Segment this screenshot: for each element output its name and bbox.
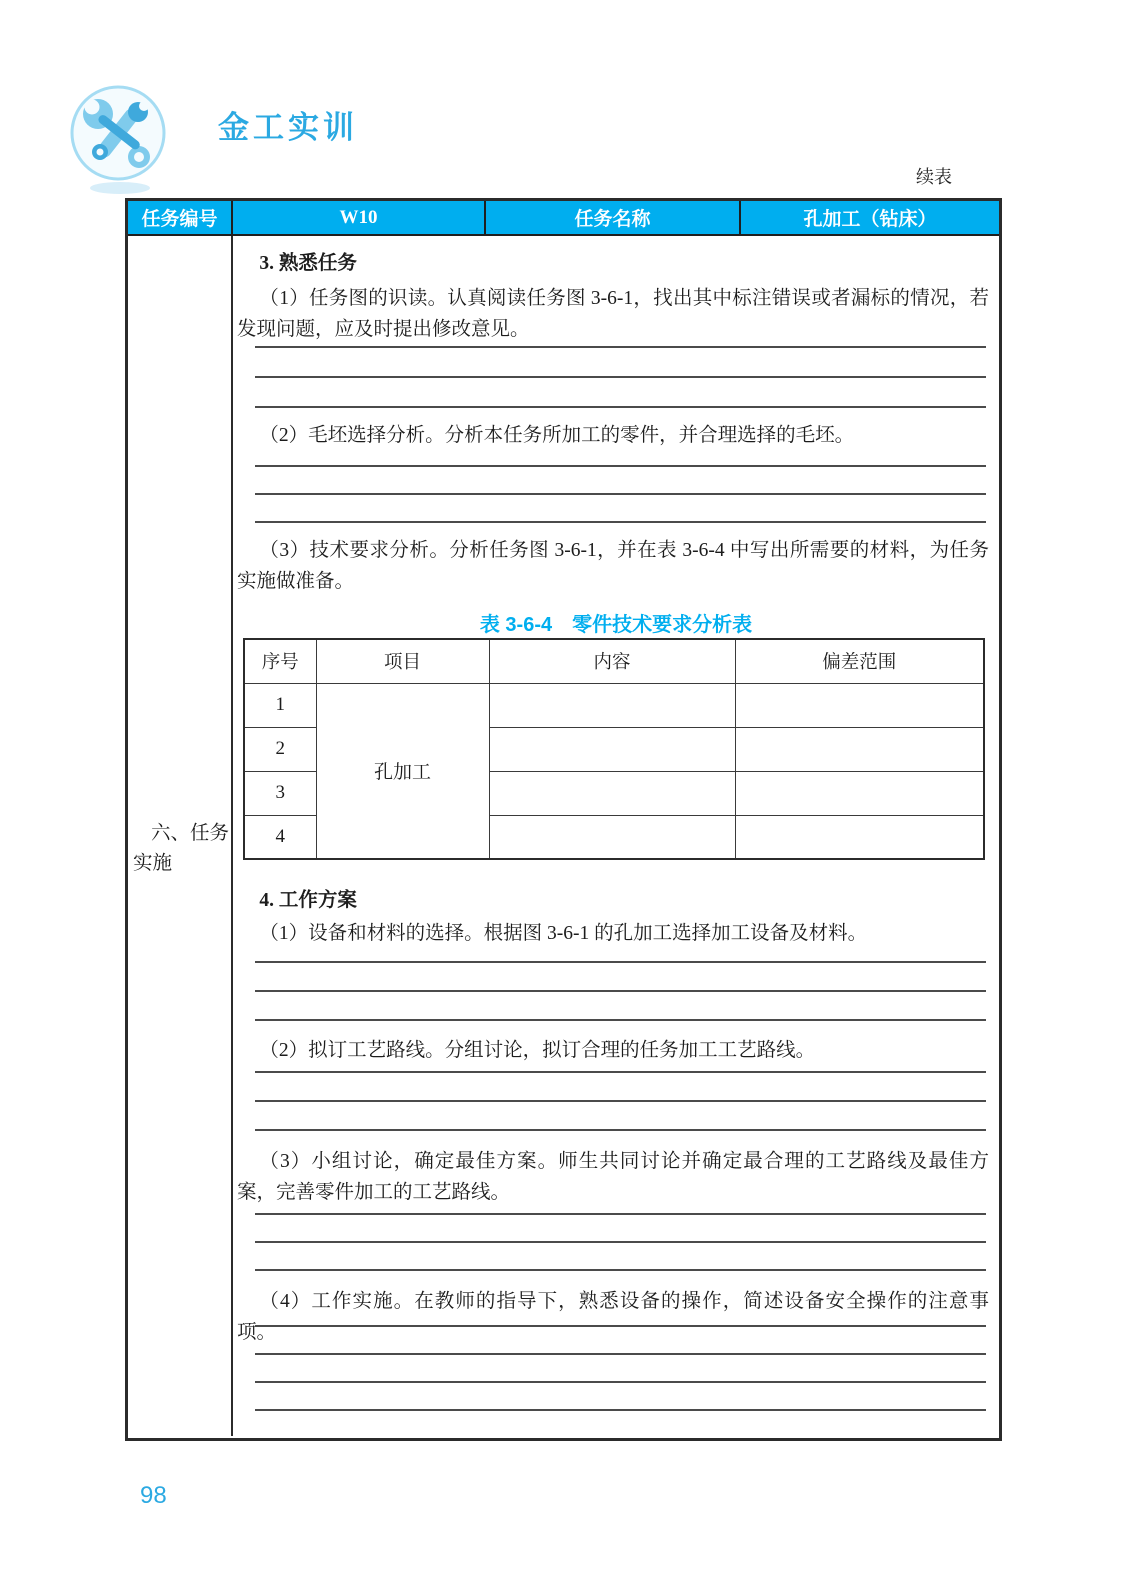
table-row	[244, 683, 984, 727]
deviation-empty-cell	[735, 727, 984, 771]
analysis-table	[243, 638, 985, 860]
content-empty-cell	[489, 727, 735, 771]
deviation-empty-cell	[735, 771, 984, 815]
writing-line	[255, 1215, 986, 1243]
deviation-empty-cell	[735, 683, 984, 727]
task-name-value-cell: 孔加工（钻床）	[741, 201, 999, 234]
side-cell	[128, 236, 233, 1436]
task-no-label-cell: 任务编号	[128, 201, 233, 234]
task-header-row	[128, 201, 999, 236]
col-header-content: 内容	[489, 639, 735, 683]
col-header-item: 项目	[316, 639, 489, 683]
task-name-label-cell: 任务名称	[486, 201, 741, 234]
task-sheet-table	[125, 198, 1002, 1441]
writing-line	[255, 1327, 986, 1355]
writing-line	[255, 318, 986, 348]
page-number: 98	[140, 1482, 167, 1509]
row-number-cell: 2	[244, 727, 316, 771]
writing-line	[255, 963, 986, 992]
writing-line	[255, 439, 986, 467]
writing-line	[255, 1044, 986, 1073]
deviation-empty-cell	[735, 815, 984, 859]
writing-line	[255, 1383, 986, 1411]
section4-item2: （2）拟订工艺路线。分组讨论，拟订合理的任务加工工艺路线。	[259, 1040, 816, 1061]
writing-line	[255, 1073, 986, 1102]
merged-project-cell: 孔加工	[316, 683, 489, 859]
writing-line	[255, 1243, 986, 1271]
content-cell	[233, 236, 999, 1436]
writing-line	[255, 1299, 986, 1327]
side-label: 六、任务实施	[133, 823, 230, 874]
content-empty-cell	[489, 683, 735, 727]
section3-heading: 3. 熟悉任务	[259, 253, 357, 274]
section3-item2: （2）毛坯选择分析。分析本任务所加工的零件，并合理选择的毛坯。	[259, 425, 855, 446]
content-empty-cell	[489, 815, 735, 859]
writing-line	[255, 348, 986, 378]
writing-lines	[255, 439, 986, 523]
writing-line	[255, 467, 986, 495]
col-header-no: 序号	[244, 639, 316, 683]
row-number-cell: 4	[244, 815, 316, 859]
writing-lines	[255, 1187, 986, 1271]
section3-item1: （1）任务图的识读。认真阅读任务图 3-6-1，找出其中标注错误或者漏标的情况，若发现问题，应及时提出修改意见。	[237, 288, 989, 340]
writing-lines	[255, 934, 986, 1021]
writing-line	[255, 378, 986, 408]
writing-lines	[255, 318, 986, 408]
brand-tools-icon	[60, 78, 176, 196]
writing-line	[255, 495, 986, 523]
col-header-dev: 偏差范围	[735, 639, 984, 683]
task-body-row	[128, 236, 999, 1436]
section4-item4: （4）工作实施。在教师的指导下，熟悉设备的操作，简述设备安全操作的注意事项。	[237, 1291, 989, 1343]
section4-item3: （3）小组讨论，确定最佳方案。师生共同讨论并确定最合理的工艺路线及最佳方案，完善零件加工的工艺路线。	[237, 1151, 989, 1203]
row-number-cell: 1	[244, 683, 316, 727]
section4-item1: （1）设备和材料的选择。根据图 3-6-1 的孔加工选择加工设备及材料。	[259, 923, 868, 944]
task-no-value-cell: W10	[233, 201, 486, 234]
writing-line	[255, 934, 986, 963]
writing-line	[255, 1355, 986, 1383]
row-number-cell: 3	[244, 771, 316, 815]
writing-line	[255, 992, 986, 1021]
section4-heading: 4. 工作方案	[259, 890, 357, 911]
writing-line	[255, 1187, 986, 1215]
writing-lines	[255, 1299, 986, 1411]
section3-item3: （3）技术要求分析。分析任务图 3-6-1，并在表 3-6-4 中写出所需要的材料，为任务实施做准备。	[237, 540, 989, 592]
analysis-table-caption: 表 3-6-4 零件技术要求分析表	[479, 614, 753, 636]
analysis-header-row	[244, 639, 984, 683]
content-empty-cell	[489, 771, 735, 815]
writing-line	[255, 1102, 986, 1131]
writing-lines	[255, 1044, 986, 1131]
continued-table-label: 续表	[916, 167, 952, 187]
brand-title: 金工实训	[218, 110, 358, 145]
